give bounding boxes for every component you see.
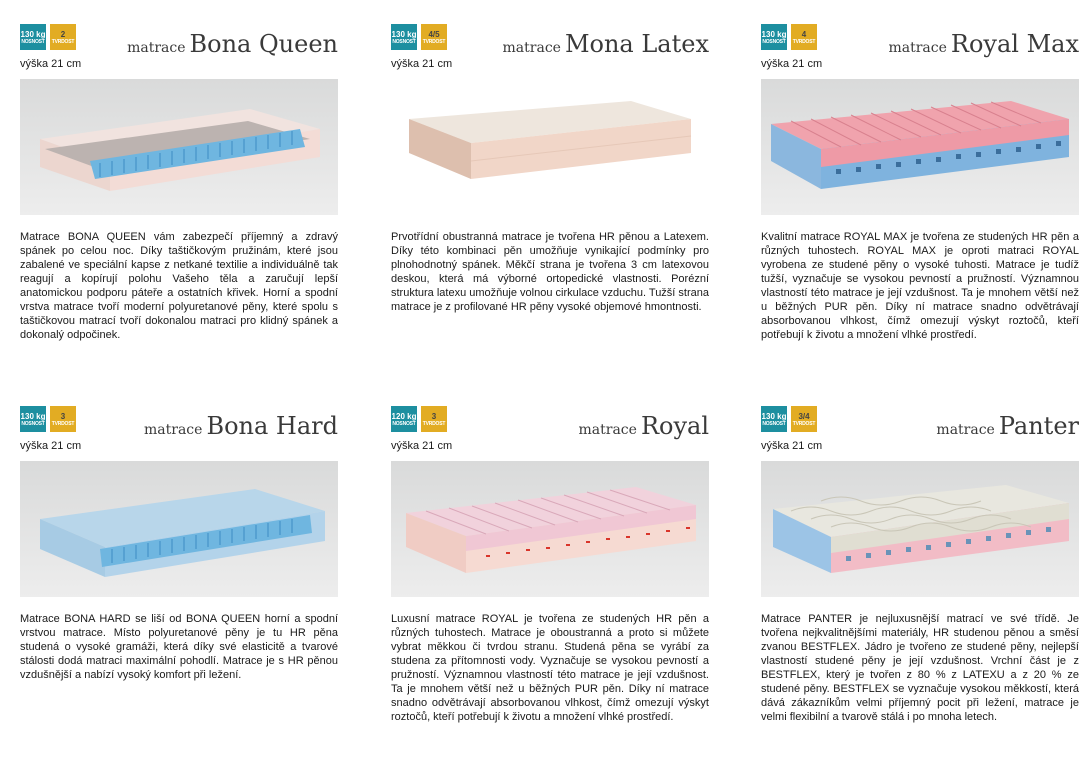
load-label: NOSNOST [762, 420, 786, 427]
height-label: výška 21 cm [391, 440, 453, 452]
height-label: výška 21 cm [761, 58, 823, 70]
load-badge [20, 24, 46, 50]
hardness-label: TVRDOST [422, 420, 446, 427]
title-name: Bona Hard [206, 412, 338, 440]
product-description: Kvalitní matrace ROYAL MAX je tvořena ze studených HR pěn a různých tuhostech. ROYAL MAX je oproti matraci ROYAL vyrobena ze studené pěny o vysoké tuhosti. Matrace je tudíž tužší, vyznačuje se vysokou pevností a pružností. Významnou vlastností této matrace je její vzdušnost. Ta je mnohem větší než u běžných PUR pěn. Díky ní matrace snadno odvětrávají absorbovanou vlhkost, čímž omezují výskyt roztočů, kteří potřebují k životu a množení vlhké prostředí. [761, 231, 1079, 341]
hardness-badge [791, 406, 817, 432]
hardness-label: TVRDOST [51, 38, 75, 45]
mattress-profiled-pink-blue-image [761, 79, 1079, 215]
product-card-bona-hard [20, 406, 338, 766]
product-description: Matrace BONA QUEEN vám zabezpečí příjemný a zdravý spánek po celou noc. Díky taštičkovým pružinám, které jsou zabalené ve speciální kapse z netkané textilie a individuálně tak reagují a kopírují polohu Vašeho těla a zaručují lepší anatomickou podporu páteře a ostatních křivek. Horní a spodní vrstva matrace tvoří moderní polyuretanové pěny, které spolu s taštičkovou matrací tvoří dokonalou matraci pro klidný spánek a dokonalý odpočinek. [20, 231, 338, 341]
product-description: Matrace BONA HARD se liší od BONA QUEEN horní a spodní vrstvou matrace. Místo polyuretanové pěny je tu HR pěna studená o vysoké gramáži, která díky své elasticitě a tvarové stálosti dodá matraci maximální pohodlí. Matrace je s HR pěnou vzdušnější a nabízí vysoký komfort při ležení. [20, 613, 338, 681]
hardness-value: 4/5 [428, 29, 440, 39]
badge-group [20, 406, 76, 432]
load-value: 120 kg [391, 411, 417, 421]
product-card-mona-latex [391, 24, 709, 384]
title-prefix: matrace [502, 40, 561, 56]
load-label: NOSNOST [392, 38, 416, 45]
mattress-pocket-springs-pink-image [20, 79, 338, 215]
product-title [579, 412, 709, 440]
load-value: 130 kg [761, 29, 787, 39]
product-description: Matrace PANTER je nejluxusnější matrací ve své třídě. Je tvořena nejkvalitnějšími materiály, HR studenou pěnou a směsí zvanou BESTFLEX. Jádro je tvořeno ze studené pěny, nejlepší vlastností studené pěny je její vzdušnost. Vrchní část je z BESTFLEX, který je tvořen z 80 % z LATEXU a z 20 % ze studené pěny. BESTFLEX se vyznačuje vysokou měkkostí, která dává zákazníkům velmi příjemný pocit při ležení, matrace je velmi flexibilní a tvarově stálá i po mnoha letech. [761, 613, 1079, 723]
hardness-badge [50, 406, 76, 432]
mattress-bestflex-quilted-image [761, 461, 1079, 597]
title-name: Bona Queen [189, 30, 338, 58]
load-value: 130 kg [761, 411, 787, 421]
hardness-value: 2 [60, 29, 66, 39]
hardness-badge [421, 24, 447, 50]
product-card-panter [761, 406, 1079, 766]
load-badge [761, 24, 787, 50]
mattress-latex-beige-image [391, 79, 709, 215]
load-value: 130 kg [20, 29, 46, 39]
hardness-badge [421, 406, 447, 432]
load-badge [391, 24, 417, 50]
height-label: výška 21 cm [20, 440, 82, 452]
load-badge [391, 406, 417, 432]
mattress-profiled-pink-image [391, 461, 709, 597]
title-name: Royal [640, 412, 709, 440]
hardness-value: 3 [60, 411, 66, 421]
product-title [144, 412, 338, 440]
product-title [503, 30, 709, 58]
product-description: Luxusní matrace ROYAL je tvořena ze studených HR pěn a různých tuhostech. Matrace je oboustranná a proto si můžete vybrat měkkou či tvrdou stranu. Studená pěna se vyrábí za studena za přítomnosti vody. Vyznačuje se vysokou pevností a pružností. Významnou vlastností této matrace je její vzdušnost. Ta je mnohem větší než u běžných PUR pěn. Díky ní matrace snadno odvětrávají absorbovanou vlhkost, čímž omezují výskyt roztočů, kteří potřebují k životu a množení vlhké prostředí. [391, 613, 709, 723]
hardness-badge [791, 24, 817, 50]
product-card-bona-queen [20, 24, 338, 384]
title-prefix: matrace [936, 422, 995, 438]
height-label: výška 21 cm [20, 58, 82, 70]
badge-group [391, 24, 447, 50]
load-badge [761, 406, 787, 432]
title-prefix: matrace [144, 422, 203, 438]
hardness-label: TVRDOST [792, 420, 816, 427]
product-card-royal-max [761, 24, 1079, 384]
product-card-royal [391, 406, 709, 766]
load-label: NOSNOST [392, 420, 416, 427]
product-title [936, 412, 1079, 440]
badge-group [761, 406, 817, 432]
badge-group [391, 406, 447, 432]
product-title [888, 30, 1079, 58]
load-value: 130 kg [20, 411, 46, 421]
load-label: NOSNOST [21, 38, 45, 45]
hardness-label: TVRDOST [792, 38, 816, 45]
hardness-label: TVRDOST [51, 420, 75, 427]
height-label: výška 21 cm [391, 58, 453, 70]
badge-group [20, 24, 76, 50]
mattress-pocket-springs-blue-image [20, 461, 338, 597]
hardness-badge [50, 24, 76, 50]
title-name: Panter [998, 412, 1079, 440]
product-description: Prvotřídní obustranná matrace je tvořena HR pěnou a Latexem. Díky této kombinaci pěn umožňuje vynikající podmínky pro plnohodnotný spánek. Měkčí strana je tvořena 3 cm latexovou deskou, která má výborné ortopedické vlastnosti. Porézní struktura latexu umožňuje volnou cirkulace vzduchu. Tužší strana matrace je z profilované HR pěny vysoké objemové hmontnosti. [391, 231, 709, 313]
title-prefix: matrace [127, 40, 186, 56]
hardness-value: 3 [431, 411, 437, 421]
load-value: 130 kg [391, 29, 417, 39]
title-prefix: matrace [578, 422, 637, 438]
height-label: výška 21 cm [761, 440, 823, 452]
load-badge [20, 406, 46, 432]
hardness-value: 4 [801, 29, 807, 39]
title-name: Royal Max [950, 30, 1079, 58]
hardness-label: TVRDOST [422, 38, 446, 45]
title-name: Mona Latex [564, 30, 709, 58]
title-prefix: matrace [888, 40, 947, 56]
hardness-value: 3/4 [798, 411, 810, 421]
badge-group [761, 24, 817, 50]
load-label: NOSNOST [21, 420, 45, 427]
load-label: NOSNOST [762, 38, 786, 45]
product-title [127, 30, 338, 58]
